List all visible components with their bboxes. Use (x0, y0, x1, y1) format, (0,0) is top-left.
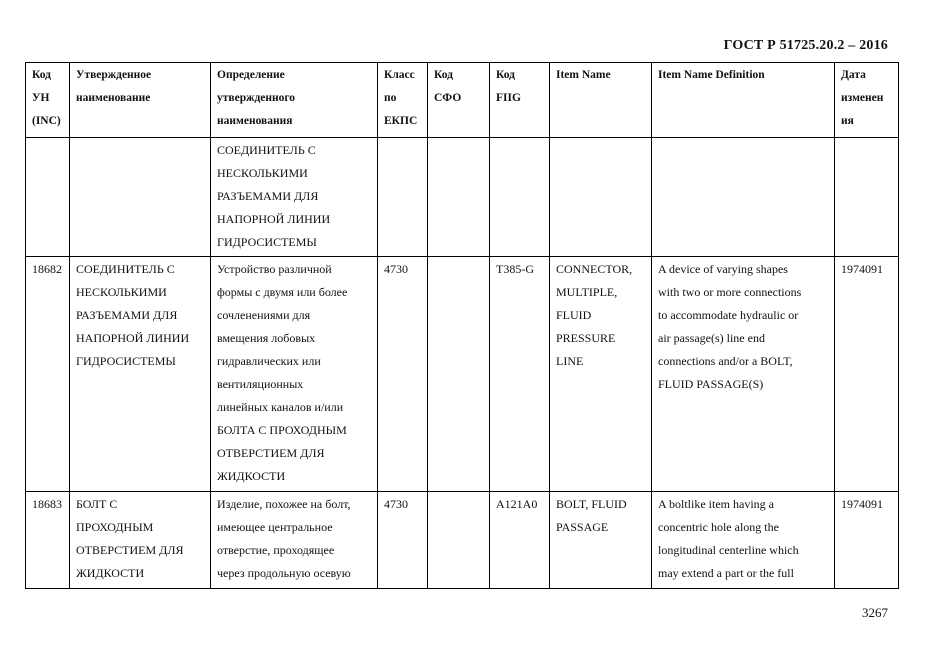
cell-definition: Изделие, похожее на болт, имеющее центральное отверстие, проходящее через продольную осевую (211, 492, 378, 589)
cell-inc: 18682 (26, 257, 70, 492)
cell-approved-name: БОЛТ С ПРОХОДНЫМ ОТВЕРСТИЕМ ДЛЯ ЖИДКОСТИ (70, 492, 211, 589)
cell-approved-name (70, 138, 211, 257)
cell-change-date (835, 138, 899, 257)
cell-item-name: CONNECTOR, MULTIPLE, FLUID PRESSURE LINE (550, 257, 652, 492)
cell-approved-name: СОЕДИНИТЕЛЬ С НЕСКОЛЬКИМИ РАЗЪЕМАМИ ДЛЯ НАПОРНОЙ ЛИНИИ ГИДРОСИСТЕМЫ (70, 257, 211, 492)
column-header-inc: Код УН (INC) (26, 63, 70, 138)
column-header-item-name: Item Name (550, 63, 652, 138)
column-header-change-date: Дата изменен ия (835, 63, 899, 138)
cell-fiig (490, 138, 550, 257)
cell-inc (26, 138, 70, 257)
table-row (26, 257, 899, 492)
cell-item-name (550, 138, 652, 257)
cell-sfo (428, 138, 490, 257)
column-header-sfo: Код СФО (428, 63, 490, 138)
document-code: ГОСТ Р 51725.20.2 – 2016 (723, 38, 888, 53)
cell-class: 4730 (378, 257, 428, 492)
table-row (26, 138, 899, 257)
cell-item-name-definition (652, 138, 835, 257)
column-header-definition: Определение утвержденного наименования (211, 63, 378, 138)
cell-fiig: A121A0 (490, 492, 550, 589)
cell-inc: 18683 (26, 492, 70, 589)
cell-fiig: T385-G (490, 257, 550, 492)
cell-class (378, 138, 428, 257)
table-header-row (26, 63, 899, 138)
item-name-table (25, 62, 899, 589)
page-number: 3267 (862, 605, 888, 620)
cell-item-name-definition: A boltlike item having a concentric hole along the longitudinal centerline which may extend a part or the full (652, 492, 835, 589)
cell-change-date: 1974091 (835, 257, 899, 492)
cell-class: 4730 (378, 492, 428, 589)
cell-item-name: BOLT, FLUID PASSAGE (550, 492, 652, 589)
column-header-class: Класс по ЕКПС (378, 63, 428, 138)
cell-change-date: 1974091 (835, 492, 899, 589)
cell-sfo (428, 492, 490, 589)
cell-item-name-definition: A device of varying shapes with two or more connections to accommodate hydraulic or air passage(s) line end connections and/or a BOLT, FLUID PASSAGE(S) (652, 257, 835, 492)
column-header-fiig: Код FIIG (490, 63, 550, 138)
table-row (26, 492, 899, 589)
column-header-item-name-definition: Item Name Definition (652, 63, 835, 138)
cell-sfo (428, 257, 490, 492)
cell-definition: Устройство различной формы с двумя или более сочленениями для вмещения лобовых гидравлических или вентиляционных линейных каналов и/или БОЛТА С ПРОХОДНЫМ ОТВЕРСТИЕМ ДЛЯ ЖИДКОСТИ (211, 257, 378, 492)
column-header-approved-name: Утвержденное наименование (70, 63, 211, 138)
cell-definition: СОЕДИНИТЕЛЬ С НЕСКОЛЬКИМИ РАЗЪЕМАМИ ДЛЯ НАПОРНОЙ ЛИНИИ ГИДРОСИСТЕМЫ (211, 138, 378, 257)
